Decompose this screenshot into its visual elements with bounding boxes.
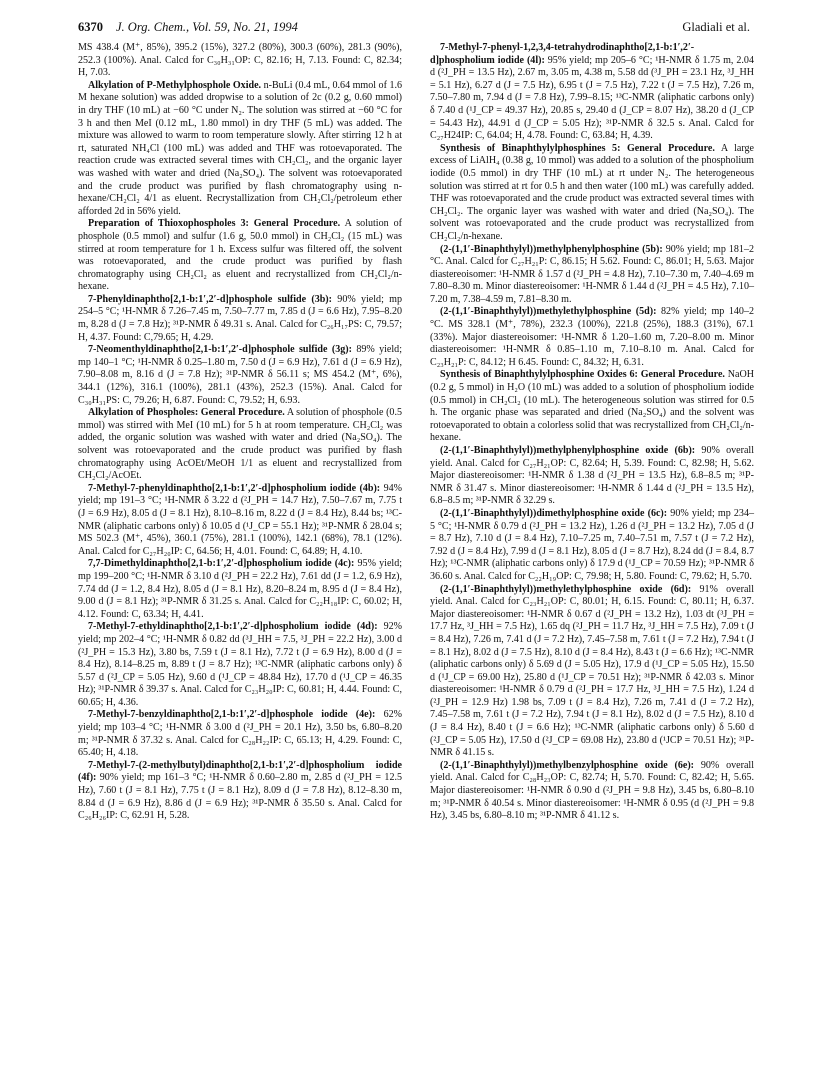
paragraph-heading: (2-(1,1′-Binaphthylyl))methylbenzylphosphine oxide (6e): [440,759,695,771]
paragraph-heading: (2-(1,1′-Binaphthylyl))methylphenylphosphine oxide (6b): [440,445,696,456]
paragraph [78,294,402,344]
paragraph [78,709,402,759]
paragraph-text: 90% yield; mp 181–2 °C. Anal. Calcd for C₂₇H₂₁P: C, 86.15; H 5.62. Found: C, 86.01; H, 5.63. Major diastereoisomer: ¹H-NMR δ 1.57 d (²J_PH = 4.8 Hz), 7.10–7.30 m, 7.40–4.69 m 7.80–8.30 m. Minor diastereoisomer: ¹H-NMR δ 1.44 d (²J_PH = 4.5 Hz), 7.10–7.20 m, 7.38–4.59 m, 7.81–8.30 m. [430,243,755,305]
paragraph [78,42,402,80]
paragraph-heading: Synthesis of Binaphthylylphosphine Oxides 6: General Procedure. [440,369,725,381]
paragraph-heading: (2-(1,1′-Binaphthylyl))methylethylphosphine (5d): [440,306,657,318]
paragraph-heading: 7-Methyl-7-phenyldinaphtho[2,1-b:1′,2′-d]phospholium iodide (4b): [88,482,381,494]
paragraph-text: 95% yield; mp 199–200 °C; ¹H-NMR δ 3.10 d (²J_PH = 22.2 Hz), 7.61 dd (J = 1.2, 6.9 Hz), 7.74 dd (J = 1.2, 8.4 Hz), 8.05 d (J = 8.1 Hz), 8.20–8.24 m, 8.95 d (J = 8.4 Hz), 9.00 d (J = 8.1 Hz); ³¹P-NMR δ 31.25 s. Anal. Calcd for C₂₂H₁₈IP: C, 60.02; H, 4.12. Found: C, 63.34; H, 4.41. [78,558,403,620]
paragraph-text: 90% overall yield. Anal. Calcd for C₂₇H₂₁OP: C, 82.64; H, 5.39. Found: C, 82.98; H, 5.62. Major diastereoisomer: ¹H-NMR δ 1.38 d (²J_PH = 13.5 Hz), 6.8–8.5 m; ³¹P-NMR δ 31.47 s. Minor diastereoisomer: ¹H-NMR δ 1.44 d (²J_PH = 13.5 Hz), 6.8–8.5 m; ³¹P-NMR δ 32.29 s. [430,445,755,507]
paragraph [430,445,754,508]
paragraph-text: 62% yield; mp 103–4 °C; ¹H-NMR δ 3.00 d (²J_PH = 20.1 Hz), 3.50 bs, 6.80–8.20 m; ³¹P-NMR δ 37.32 s. Anal. Calcd for C₂₈H₂₂IP: C, 65.13; H, 4.29. Found: C, 65.40; H, 4.18. [78,709,402,759]
paragraph-text: 94% yield; mp 191–3 °C; ¹H-NMR δ 3.22 d (²J_PH = 14.7 Hz), 7.50–7.67 m, 7.75 t (J = 6.9 Hz), 8.05 d (J = 8.1 Hz), 8.10–8.16 m, 8.22 d (J = 8.4 Hz), 8.44 bs; ¹³C-NMR (aliphatic carbons only) δ 10.05 d (¹J_CP = 55.1 Hz); ³¹P-NMR δ 28.04 s; MS 502.3 (M⁺, 45%), 360.1 (75%), 281.1 (100%), 142.1 (68%), 78.1 (12%). Anal. Calcd for C₂₇H₂₀IP: C, 64.56; H, 4.01. Found: C, 64.89; H, 4.10. [78,482,402,557]
paragraph-text: 91% overall yield. Anal. Calcd for C₂₃H₂₁OP: C, 80.01; H, 6.15. Found: C, 80.11; H, 6.37. Major diastereoisomer: ¹H-NMR δ 0.67 d (²J_PH = 13.2 Hz), 1.03 dt (³J_PH = 17.7 Hz, ³J_HH = 7.5 Hz), 1.65 dq (²J_PH = 11.7 Hz, ³J_HH = 7.5 Hz), 7.09 t (J = 8.4 Hz), 7.26 m, 7.41 d (J = 7.2 Hz), 7.45–7.58 m, 7.61 t (J = 7.2 Hz), 7.94 t (J = 8.1 Hz), 8.02 d (J = 7.5 Hz), 8.10 d (J = 8.4 Hz), 8.43 t (J = 6.6 Hz); ¹³C-NMR (aliphatic carbons only) δ 5.69 d (J = 5.05 Hz), 17.9 d (¹J_CP = 5.05 Hz), 15.50 d (¹J_CP = 69.00 Hz), 25.80 d (¹J_CP = 70.51 Hz); ³¹P-NMR δ 42.03 s. Minor diastereoisomer: ¹H-NMR δ 0.79 d (²J_PH = 17.7 Hz, ³J_HH = 7.5 Hz), 1.24 d (²J_PH = 12.9 Hz) 1.98 bs, 7.09 t (J = 8.4 Hz), 7.26 m, 7.41 d (J = 7.2 Hz), 7.45–7.58 m, 7.61 t (J = 7.2 Hz), 7.94 t (J = 8.1 Hz), 8.02 d (J = 7.5 Hz), 8.10 d (J = 8.4 Hz), 8.40 t (J = 6.6 Hz); ¹³C-NMR (aliphatic carbons only) δ 5.60 d (²J_CP = 5.05 Hz), 17.50 d (²J_CP = 69.08 Hz), 23.80 d (¹JCP = 70.51 Hz); ³¹P-NMR δ 41.15 s. [430,583,754,759]
paragraph-heading: Preparation of Thioxophospholes 3: General Procedure. [88,218,341,230]
paragraph-heading: Alkylation of Phospholes: General Procedure. [88,407,285,419]
paragraph-heading: (2-(1,1′-Binaphthylyl))methylethylphosphine oxide (6d): [440,583,692,595]
paragraph-text: 92% yield; mp 202–4 °C; ¹H-NMR δ 0.82 dd (³J_HH = 7.5, ³J_PH = 22.2 Hz), 3.00 d (²J_PH = 15.3 Hz), 3.80 bs, 7.59 t (J = 8.1 Hz), 7.72 t (J = 6.9 Hz), 8.00 d (J = 8.4 Hz), 8.14–8.25 m, 8.89 t (J = 8.7 Hz); ¹³C-NMR (aliphatic carbons only) δ 5.57 d (²J_CP = 5.05 Hz), 9.60 d (¹J_CP = 48.84 Hz), 17.70 d (¹J_CP = 46.35 Hz); ³¹P-NMR δ 39.37 s. Anal. Calcd for C₂₃H₂₀IP: C, 60.81; H, 4.44. Found: C, 60.65; H, 4.36. [78,621,402,708]
paragraph-text: 95% yield; mp 205–6 °C; ¹H-NMR δ 1.75 m, 2.04 d (²J_PH = 13.5 Hz), 2.67 m, 3.05 m, 4.38 m, 5.58 dd (³J_PH = 23.1 Hz, ³J_HH = 5.1 Hz), 6.27 d (J = 7.5 Hz), 6.95 t (J = 7.5 Hz), 7.22 t (J = 7.5 Hz), 7.26 m, 7.50–7.80 m, 7.94 d (J = 7.8 Hz), 7.99–8.15; ¹³C-NMR (aliphatic carbons only) δ 7.40 d (¹J_CP = 49.37 Hz), 20.85 s, 29.40 d (J_CP = 8.07 Hz), 38.20 d (J_CP = 54.43 Hz), 44.91 d (J_CP = 5.05 Hz); ³¹P-NMR δ 32.5 s. Anal. Calcd for C₂₇H24IP: C, 64.04; H, 4.78. Found: C, 63.84; H, 4.39. [430,54,754,142]
paragraph [78,80,402,219]
paragraph-text: 89% yield; mp 140–1 °C; ¹H-NMR δ 0.25–1.80 m, 7.50 d (J = 6.9 Hz), 7.61 d (J = 6.9 Hz), 7.90–8.08 m, 8.16 d (J = 7.8 Hz); ³¹P-NMR δ 56.11 s; MS 454.2 (M⁺, 6%), 344.1 (12%), 316.1 (100%), 281.1 (43%), 252.3 (15%). Anal. Calcd for C₃₀H₃₁PS: C, 79.26; H, 6.87. Found: C, 79.52; H, 6.93. [78,344,402,406]
paragraph-heading: 7-Methyl-7-benzyldinaphtho[2,1-b:1′,2′-d]phosphole iodide (4e): [88,709,376,721]
paragraph [78,558,402,621]
journal-citation: J. Org. Chem., Vol. 59, No. 21, 1994 [116,20,298,34]
paragraph [78,344,402,407]
paragraph [430,143,754,244]
paragraph [78,407,402,483]
right-column [430,42,754,823]
paragraph [430,369,754,445]
paragraph-text: NaOH (0.2 g, 5 mmol) in H₂O (10 mL) was added to a solution of phospholium iodide (0.5 mmol) in CH₂Cl₂ (10 mL). The heterogeneous solution was stirred for 0.5 h. The organic phase was separated and dried (Na₂SO₄) and the solvent was rotoevaporated to obtain a colorless solid that was recrystallized from CH₂Cl₂/n-hexane. [430,369,754,444]
page-number: 6370 [78,20,103,34]
paragraph-heading: (2-(1,1′-Binaphthylyl))methylphenylphosphine (5b): [440,243,663,255]
paragraph-heading: 7-Methyl-7-phenyl-1,2,3,4-tetrahydrodinaphtho[2,1-b:1′,2′-d]phospholium iodide (4l): [430,42,695,66]
paragraph-text: 90% yield; mp 161–3 °C; ¹H-NMR δ 0.60–2.80 m, 2.85 d (²J_PH = 12.5 Hz), 7.60 t (J = 8.1 Hz), 7.75 t (J = 8.1 Hz), 8.09 d (J = 7.8 Hz), 8.12–8.30 m, 8.84 d (J = 6.9 Hz), 8.86 d (J = 6.9 Hz); ³¹P-NMR δ 35.50 s. Anal. Calcd for C₂₆H₂₆IP: C, 62.91 H, 5.28. [78,772,403,822]
paragraph-heading: Synthesis of Binaphthylylphosphines 5: General Procedure. [440,142,715,154]
paragraph-heading: 7-Phenyldinaphtho[2,1-b:1′,2′-d]phosphole sulfide (3b): [88,293,332,305]
paragraph-text: 90% yield; mp 234–5 °C; ¹H-NMR δ 0.79 d (²J_PH = 13.2 Hz), 1.26 d (²J_PH = 13.2 Hz), 7.05 d (J = 8.7 Hz), 7.10 d (J = 8.4 Hz), 7.10–7.25 m, 7.40–7.51 m, 7.57 t (J = 7.2 Hz), 7.92 d (J = 8.4 Hz), 7.99 d (J = 8.1 Hz), 8.05 d (J = 8.7 Hz), 8.24 dd (J = 8.4, 8.7 Hz); ¹³C-NMR (aliphatic carbons only) δ 17.9 d (¹J_CP = 70.59 Hz); ³¹P-NMR δ 36.60 s. Anal. Calcd for C₂₂H₁₉OP: C, 79.98; H, 5.80. Found: C, 79.62; H, 5.70. [430,507,754,582]
paragraph [430,42,754,143]
paragraph [430,244,754,307]
paragraph-heading: 7,7-Dimethyldinaphtho[2,1-b:1′,2′-d]phospholium iodide (4c): [88,558,355,570]
paragraph-text: 90% yield; mp 254–5 °C; ¹H-NMR δ 7.26–7.45 m, 7.50–7.77 m, 7.85 d (J = 6.6 Hz), 7.95–8.20 m, 8.28 d (J = 7.8 Hz); ³¹P-NMR δ 49.31 s. Anal. Calcd for C₂₆H₁₇PS: C, 79.57; H, 4.37. Found: C,79.65; H, 4.29. [78,293,402,343]
paragraph [430,306,754,369]
paragraph-text: n-BuLi (0.4 mL, 0.64 mmol of 1.6 M hexane solution) was added dropwise to a solution of 2c (0.2 g, 0.60 mmol) in dry THF (10 mL) at −60 °C under N₂. The solution was stirred at −60 °C for 3 h and then MeI (0.12 mL, 1.80 mmol) in dry THF (5 mL) was added. The mixture was allowed to warm to room temperature slowly. After stirring 12 h at rt, saturated NH₄Cl (100 mL) was added and THF was rotoevaporated. The reaction crude was extracted several times with CH₂Cl₂, and the organic layer was washed with water and dried (Na₂SO₄). The solvent was rotoevaporated and the crude product was purified by flash chromatography using n-hexane/CH₂Cl₂ 4/1 as eluent. Recrystallization from CH₂Cl₂/petroleum ether afforded 2d in 56% yield. [78,79,403,217]
paragraph-text: A large excess of LiAlH₄ (0.38 g, 10 mmol) was added to a solution of the phospholium iodide (0.5 mmol) in dry THF (10 mL) at rt under N₂. The heterogeneous solution was stirred at rt for 0.5 h and then water (100 mL) was carefully added. THF was rotoevaporated and the crude product was extracted several times with CH₂Cl₂. The organic layer was washed with water and dried (Na₂SO₄). The solvent was rotoevaporated and the crude product was recrystallized from CH₂Cl₂/n-hexane. [430,142,754,242]
paragraph-heading: Alkylation of P-Methylphosphole Oxide. [88,79,262,91]
paragraph [430,584,754,760]
paragraph-heading: 7-Methyl-7-(2-methylbutyl)dinaphtho[2,1-b:1′,2′-d]phospholium iodide (4f): [78,759,402,784]
paragraph [430,508,754,584]
running-header [78,20,750,38]
left-column [78,42,402,823]
paragraph-text: 82% yield; mp 140–2 °C. MS 328.1 (M⁺, 78%), 232.3 (100%), 221.8 (25%), 188.3 (31%), 67.1 (33%). Major diastereoisomer: ¹H-NMR δ 1.20–1.60 m, 7.20–8.00 m. Minor diastereoisomer: ¹H-NMR δ 0.85–1.10 m, 7.10–8.10 m. Anal. Calcd for C₂₃H₂₁P: C, 84.12; H 6.45. Found: C, 84.32; H, 6.31. [430,306,754,368]
paragraph-text: MS 438.4 (M⁺, 85%), 395.2 (15%), 327.2 (80%), 300.3 (60%), 281.3 (90%), 252.3 (100%). Anal. Calcd for C₃₀H₃₁OP: C, 82.16; H, 7.13. Found: C, 82.34; H, 7.03. [78,42,402,79]
paragraph [78,760,402,823]
running-author: Gladiali et al. [682,20,750,34]
paragraph-text: A solution of phosphole (0.5 mmol) was stirred with MeI (10 mL) for 5 h at room temperature. CH₂Cl₂ was added, the organic solution was washed with water and dried (Na₂SO₄). The solvent was rotoevaporated and the crude product was purified by flash chromatography using AcOEt/MeOH 1/1 as eluent and recrystallized from CH₂Cl₂/AcOEt. [78,407,402,482]
paragraph [78,483,402,559]
paragraph-heading: 7-Neomenthyldinaphtho[2,1-b:1′,2′-d]phosphole sulfide (3g): [88,344,352,356]
paragraph-heading: 7-Methyl-7-ethyldinaphtho[2,1-b:1′,2′-d]phospholium iodide (4d): [88,621,378,633]
paragraph [430,760,754,823]
paragraph-text: 90% overall yield. Anal. Calcd for C₂₈H₂₃OP: C, 82.74; H, 5.70. Found: C, 82.42; H, 5.65. Major diastereoisomer: ¹H-NMR δ 0.90 d (²J_PH = 9.8 Hz), 3.45 bs, 6.80–8.10 m; ³¹P-NMR δ 40.54 s. Minor diastereoisomer: ¹H-NMR δ 0.95 (d (²J_PH = 9.8 Hz), 3.45 bs, 6.80–8.10 m; ³¹P-NMR δ 41.12 s. [430,759,755,822]
paragraph [78,621,402,709]
paragraph-text: A solution of phosphole (0.5 mmol) and sulfur (1.6 g, 50.0 mmol) in CH₂Cl₂ (15 mL) was stirred at room temperature for 1 h. Excess sulfur was filtered off, the solvent was rotoevaporated, and the crude product was purified by flash chromatography using CH₂Cl₂ as eluent and recrystallized from CH₂Cl₂/n-hexane. [78,218,402,293]
paragraph [78,218,402,294]
paragraph-heading: (2-(1,1′-Binaphthylyl))dimethylphosphine oxide (6c): [440,507,668,519]
